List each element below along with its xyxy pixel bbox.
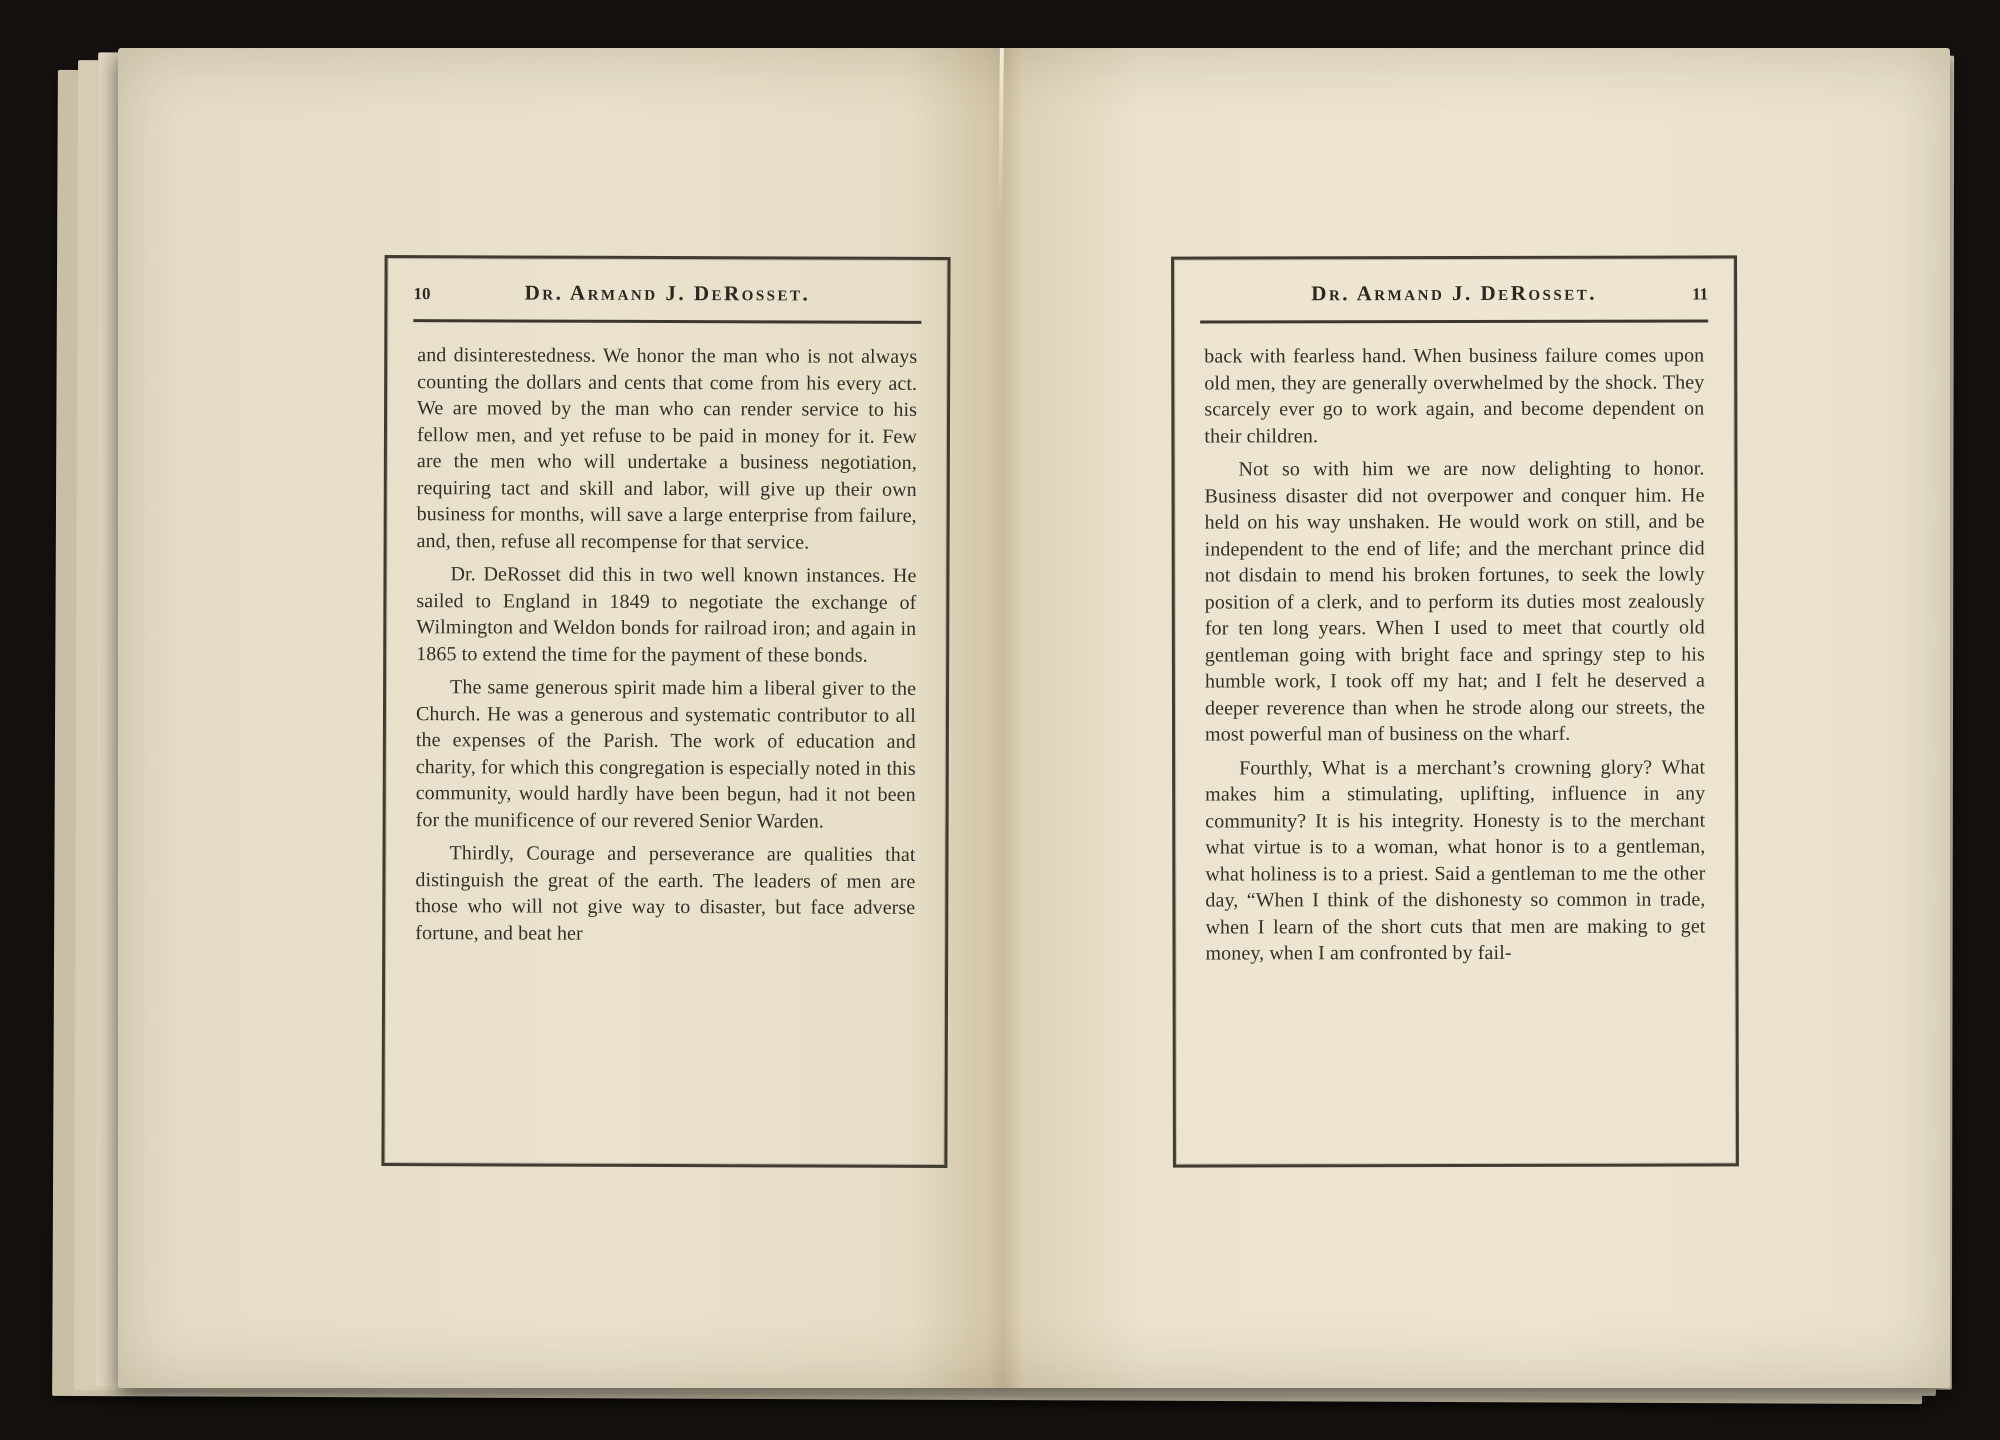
right-page-body — [1174, 338, 1735, 967]
page-number: 10 — [413, 284, 431, 304]
right-page-frame — [1171, 255, 1739, 1167]
paragraph: Not so with him we are now delighting to honor. Business disaster did not overpower and conquer him. He held on his way unshaken. He would work on still, and be independent to the end of life; and the merchant prince did not disdain to mend his broken fortunes, to seek the lowly position of a clerk, and to perform its duties most zealously for ten long years. When I used to meet that courtly old gentleman going with bright face and springy step to his humble work, I took off my hat; and I felt he deserved a deeper reverence than when he strode along our streets, the most powerful man of business on the wharf. — [1204, 457, 1706, 746]
page-number: 11 — [1692, 284, 1709, 304]
book-spread — [118, 48, 1950, 1388]
paragraph: and disinterestedness. We honor the man who is not always counting the dollars and cents that come from his every act. We are moved by the man who can render service to his fellow men, and yet refuse to be paid in money for it. Few are the men who will undertake a business negotiation, requiring tact and skill and labor, will give up their own business for months, will save a large enterprise from failure, and, then, refuse all recompense for that service. — [416, 344, 918, 553]
header-rule — [1200, 319, 1708, 323]
running-title: Dr. Armand J. DeRosset. — [524, 280, 811, 306]
right-page-header — [1174, 258, 1734, 312]
left-page-body — [385, 338, 947, 948]
left-page-header — [387, 258, 947, 313]
paragraph: Thirdly, Courage and perseverance are qualities that distinguish the great of the earth. The leaders of men are those who will not give way to disaster, but face adverse fortune, and beat her — [415, 842, 916, 945]
paragraph: The same generous spirit made him a liberal giver to the Church. He was a generous and systematic contributor to all the expenses of the Parish. The work of education and charity, for which this congregation is especially noted in this community, would hardly have been begun, had it not been for the munificence of our revered Senior Warden. — [415, 676, 917, 833]
paragraph: back with fearless hand. When business failure comes upon old men, they are generally overwhelmed by the shock. They scarcely ever go to work again, and become dependent on their children. — [1204, 344, 1705, 448]
paragraph: Dr. DeRosset did this in two well known instances. He sailed to England in 1849 to negotiate the exchange of Wilmington and Weldon bonds for railroad iron; and again in 1865 to extend the time for the payment of these bonds. — [416, 563, 917, 667]
paragraph: Fourthly, What is a merchant’s crowning glory? What makes him a stimulating, uplifting, influence in any community? It is his integrity. Honesty is to the merchant what virtue is to a woman, what honor is to a gentleman, what holiness is to a priest. Said a gentleman to me the other day, “When I think of the dishonesty so common in trade, when I learn of the short cuts that men are making to get money, when I am confronted by fail- — [1205, 755, 1706, 965]
header-rule — [413, 319, 921, 324]
left-page-frame — [381, 255, 950, 1168]
running-title: Dr. Armand J. DeRosset. — [1311, 280, 1597, 306]
